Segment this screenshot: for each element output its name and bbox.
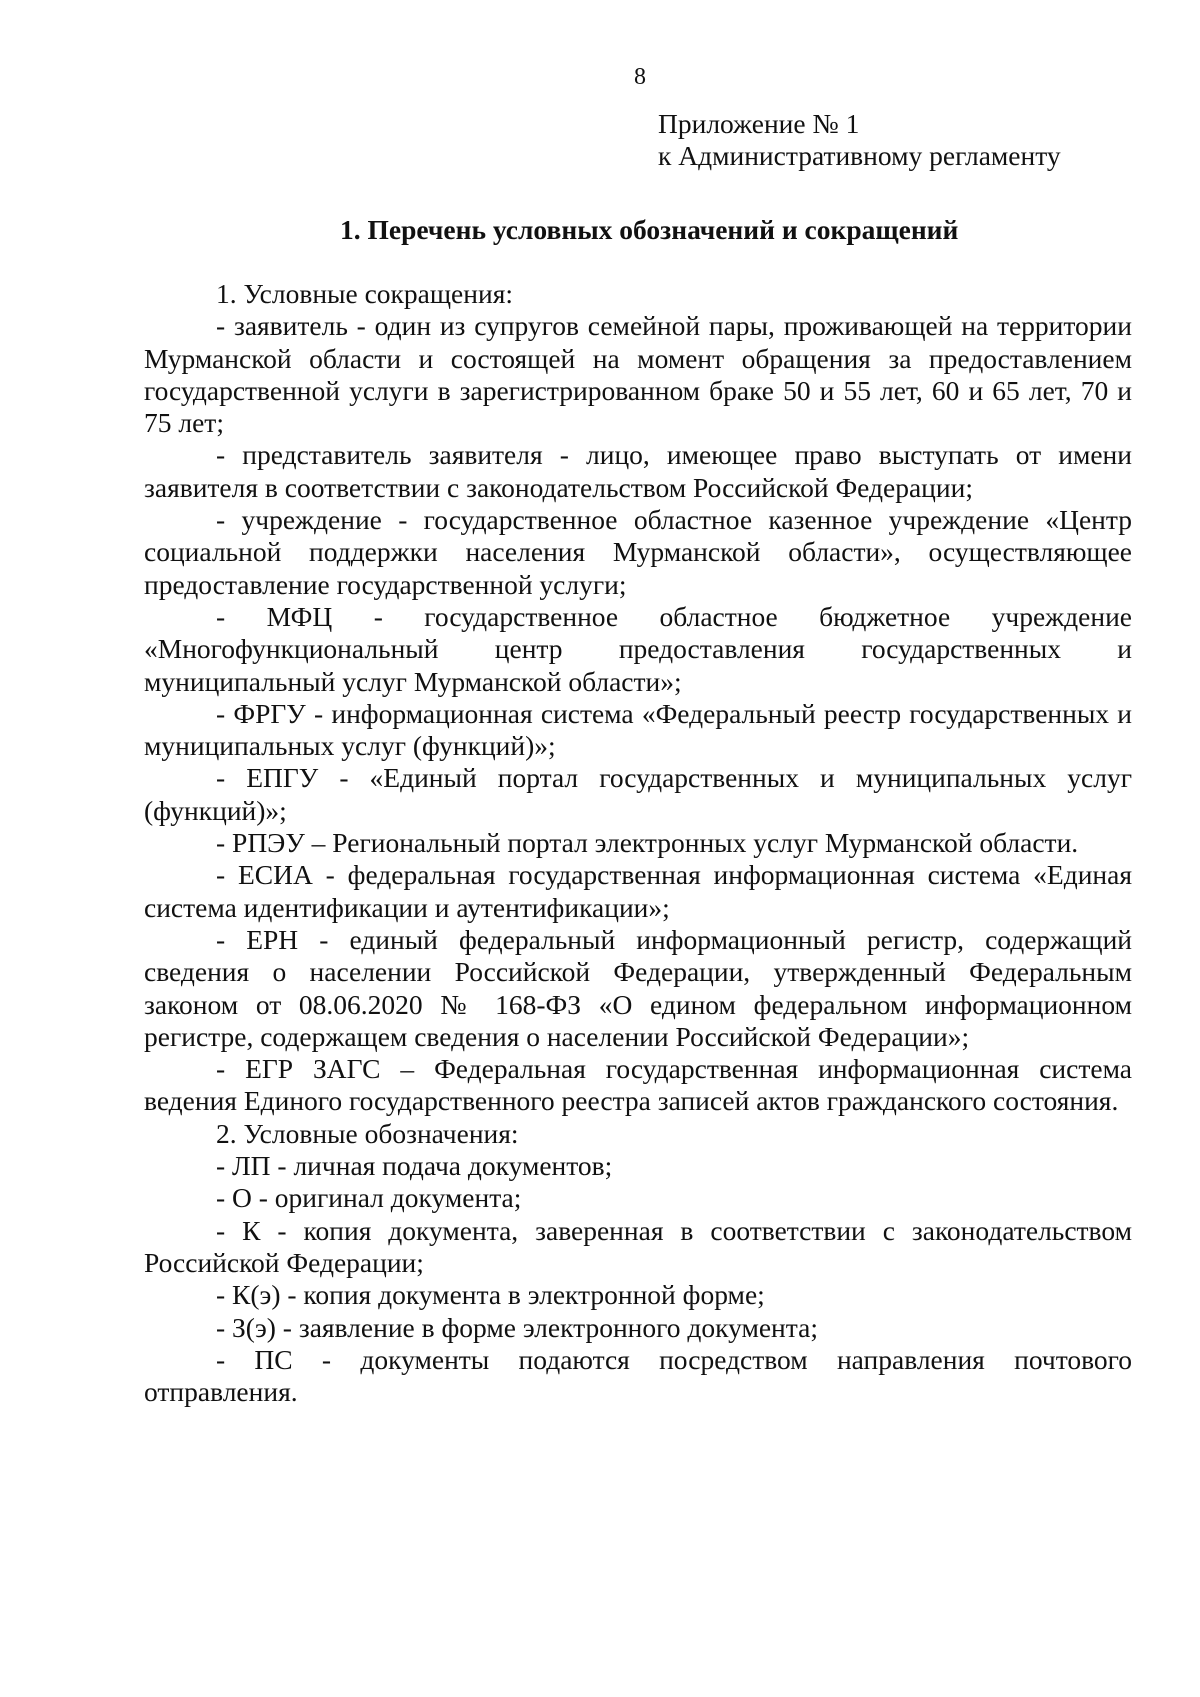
paragraph-frgu: - ФРГУ - информационная система «Федеральный реестр государственных и муниципальных услуг (функций)»; xyxy=(144,697,1132,762)
paragraph-postal: - ПС - документы подаются посредством направления почтового отправления. xyxy=(144,1343,1132,1408)
section-title: 1. Перечень условных обозначений и сокращений xyxy=(340,214,959,245)
paragraph-rpeu: - РПЭУ – Региональный портал электронных услуг Мурманской области. xyxy=(216,827,1079,859)
paragraph-applicant: - заявитель - один из супругов семейной пары, проживающей на территории Мурманской области и состоящей на момент обращения за предоставлением государственной услуги в зарегистрированном браке 50 и 55 лет, 60 и 65 лет, 70 и 75 лет; xyxy=(144,310,1132,439)
paragraph-abbreviations-heading: 1. Условные сокращения: xyxy=(216,278,513,309)
paragraph-notations-heading: 2. Условные обозначения: xyxy=(216,1117,519,1149)
appendix-header xyxy=(658,108,1061,172)
appendix-regulation-label: к Административному регламенту xyxy=(658,140,1061,171)
paragraph-lp: - ЛП - личная подача документов; xyxy=(216,1150,613,1182)
paragraph-copy: - К - копия документа, заверенная в соответствии с законодательством Российской Федерации; xyxy=(144,1214,1132,1278)
paragraph-electronic-copy: - К(э) - копия документа в электронной форме; xyxy=(216,1279,765,1311)
paragraph-egr-zags: - ЕГР ЗАГС – Федеральная государственная информационная система ведения Единого государственного реестра записей актов гражданского состояния. xyxy=(144,1053,1132,1117)
paragraph-original: - О - оригинал документа; xyxy=(216,1182,522,1214)
page-number: 8 xyxy=(634,64,646,90)
paragraph-esia: - ЕСИА - федеральная государственная информационная система «Единая система идентификации и аутентификации»; xyxy=(144,859,1132,923)
paragraph-mfc: - МФЦ - государственное областное бюджетное учреждение «Многофункциональный центр предоставления государственных и муниципальный услуг Мурманской области»; xyxy=(144,600,1132,697)
appendix-label: Приложение № 1 xyxy=(658,108,860,139)
paragraph-epgu: - ЕПГУ - «Единый портал государственных и муниципальных услуг (функций)»; xyxy=(144,762,1132,826)
paragraph-institution: - учреждение - государственное областное казенное учреждение «Центр социальной поддержки населения Мурманской области», осуществляющее предоставление государственной услуги; xyxy=(144,504,1132,600)
document-body xyxy=(144,278,1132,1408)
paragraph-electronic-application: - З(э) - заявление в форме электронного документа; xyxy=(216,1311,818,1343)
paragraph-applicant-representative: - представитель заявителя - лицо, имеющее право выступать от имени заявителя в соответствии с законодательством Российской Федерации; xyxy=(144,439,1132,503)
paragraph-ern: - ЕРН - единый федеральный информационный регистр, содержащий сведения о населении Российской Федерации, утвержденный Федеральным законом от 08.06.2020 № 168-ФЗ «О едином федеральном информационном регистре, содержащем сведения о населении Российской Федерации»; xyxy=(144,923,1132,1052)
